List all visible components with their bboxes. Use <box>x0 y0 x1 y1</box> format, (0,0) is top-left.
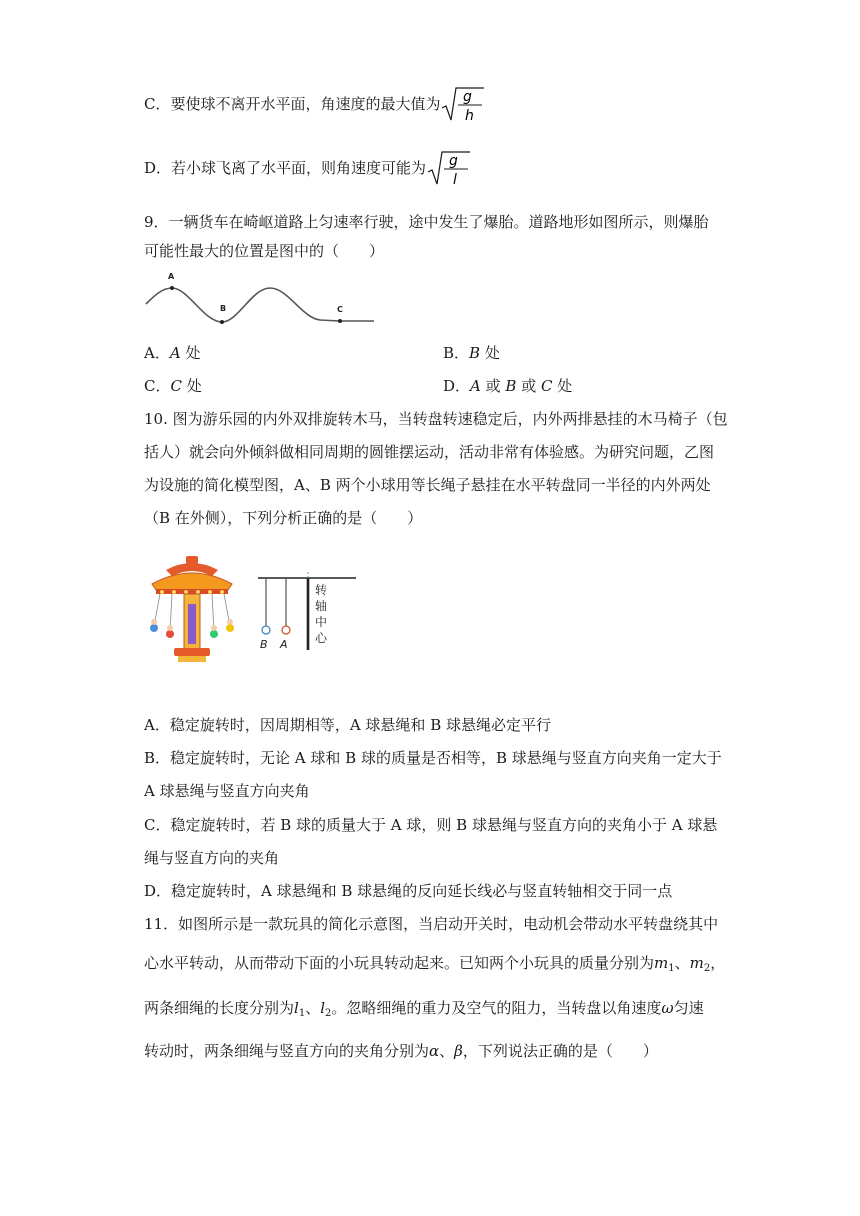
axis-label-1: 转 <box>315 583 328 597</box>
q11-l2-var: l <box>320 999 326 1017</box>
q10-option-a: A．稳定旋转时，因周期相等，A 球悬绳和 B 球悬绳必定平行 <box>144 716 551 734</box>
q10-label-a: A <box>280 638 288 651</box>
option-c-prev <box>144 86 486 124</box>
q9-option-d-var3: C <box>541 377 553 395</box>
sqrt-numerator-g: g <box>449 153 458 169</box>
q10-option-c-line2: 绳与竖直方向的夹角 <box>144 849 280 867</box>
q11-sep2: 、 <box>305 999 321 1017</box>
q11-line4-text: 转动时，两条细绳与竖直方向的夹角分别为 <box>144 1042 430 1060</box>
sqrt-g-over-h <box>440 86 486 124</box>
q9-line2: 可能性最大的位置是图中的（ ） <box>144 242 385 260</box>
q10-label-b: B <box>260 638 268 651</box>
q9-option-d-prefix: D． <box>443 377 471 395</box>
q9-option-c-var: C <box>170 377 182 395</box>
q9-option-c <box>144 375 202 397</box>
q11-m1-sub: 1 <box>668 963 675 974</box>
q11-line3 <box>144 997 704 1025</box>
q11-comma: ， <box>710 954 726 972</box>
q9-label-b: B <box>220 304 227 313</box>
q11-line3-end: 匀速 <box>673 999 704 1017</box>
q9-option-d-mid2: 或 <box>516 377 541 395</box>
q11-line3-tail: 。忽略细绳的重力及空气的阻力，当转盘以角速度 <box>331 999 662 1017</box>
q11-sep3: 、 <box>439 1042 455 1060</box>
q9-option-a-var: A <box>169 344 181 362</box>
q10-line1: 10. 图为游乐园的内外双排旋转木马，当转盘转速稳定后，内外两排悬挂的木马椅子（包 <box>144 410 728 428</box>
q9-label-c: C <box>337 305 343 314</box>
q11-l2-sub: 2 <box>325 1008 332 1019</box>
axis-label-3: 中 <box>315 615 328 629</box>
q9-option-d-mid1: 或 <box>480 377 506 395</box>
sqrt-sign-icon <box>440 86 486 124</box>
q11-alpha: α <box>429 1042 440 1060</box>
option-d-text: D．若小球飞离了水平面，则角速度可能为 <box>144 159 427 177</box>
q9-option-a <box>144 342 200 364</box>
q10-line2: 括人）就会向外倾斜做相同周期的圆锥摆运动，活动非常有体验感。为研究问题，乙图 <box>144 443 715 461</box>
q9-option-a-suffix: 处 <box>180 344 201 362</box>
option-c-text: C．要使球不离开水平面，角速度的最大值为 <box>144 95 441 113</box>
q9-option-d <box>443 375 572 397</box>
sqrt-numerator-g: g <box>463 89 473 105</box>
q11-m1-var: m <box>654 954 669 972</box>
q9-option-b-suffix: 处 <box>480 344 500 362</box>
q9-option-c-prefix: C． <box>144 377 171 395</box>
q11-line2 <box>144 952 725 980</box>
option-d-prev <box>144 150 472 188</box>
q9-label-a: A <box>168 272 175 281</box>
q9-road-figure <box>144 268 384 330</box>
sqrt-sign-icon <box>426 150 472 188</box>
q11-l1-sub: 1 <box>298 1008 306 1019</box>
q11-omega: ω <box>661 999 674 1017</box>
q9-option-b-prefix: B． <box>443 344 470 362</box>
q9-option-c-suffix: 处 <box>181 377 202 395</box>
q9-line1: 9．一辆货车在崎岖道路上匀速率行驶，途中发生了爆胎。道路地形如图所示，则爆胎 <box>144 213 709 231</box>
q9-option-b-var: B <box>469 344 481 362</box>
q9-option-d-var1: A <box>470 377 481 395</box>
q10-option-b-line2: A 球悬绳与竖直方向夹角 <box>144 782 310 800</box>
carousel-illustration <box>146 556 238 664</box>
q11-line3-text: 两条细绳的长度分别为 <box>144 999 295 1017</box>
q11-line4 <box>144 1040 658 1062</box>
q10-option-b-line1: B．稳定旋转时，无论 A 球和 B 球的质量是否相等，B 球悬绳与竖直方向夹角一定大于 <box>144 749 722 767</box>
sqrt-denominator-l: l <box>453 172 457 188</box>
q11-l1-var: l <box>294 999 299 1017</box>
q10-option-d: D．稳定旋转时，A 球悬绳和 B 球悬绳的反向延长线必与竖直转轴相交于同一点 <box>144 882 673 900</box>
q11-line2-text: 心水平转动，从而带动下面的小玩具转动起来。已知两个小玩具的质量分别为 <box>144 954 655 972</box>
sqrt-denominator-h: h <box>465 108 475 124</box>
sqrt-g-over-l <box>426 150 472 188</box>
q9-option-d-var2: B <box>505 377 517 395</box>
q10-option-c-line1: C．稳定旋转时，若 B 球的质量大于 A 球，则 B 球悬绳与竖直方向的夹角小于 A 球悬 <box>144 816 718 834</box>
axis-label-4: 心 <box>315 631 328 645</box>
q10-line4: （B 在外侧），下列分析正确的是（ ） <box>144 509 423 527</box>
q11-sep1: 、 <box>674 954 690 972</box>
q10-model-diagram <box>252 572 362 652</box>
q11-m2-sub: 2 <box>703 963 711 974</box>
q9-option-d-suffix: 处 <box>552 377 573 395</box>
q11-beta: β <box>454 1042 463 1060</box>
q11-m2-var: m <box>689 954 704 972</box>
q10-line3: 为设施的简化模型图，A、B 两个小球用等长绳子悬挂在水平转盘同一半径的内外两处 <box>144 476 711 494</box>
q9-option-a-prefix: A． <box>144 344 170 362</box>
q11-line4-tail: ，下列说法正确的是（ ） <box>462 1042 658 1060</box>
q11-line1: 11．如图所示是一款玩具的简化示意图，当启动开关时，电动机会带动水平转盘绕其中 <box>144 915 719 933</box>
axis-label-2: 轴 <box>315 599 328 613</box>
q9-option-b <box>443 342 500 364</box>
